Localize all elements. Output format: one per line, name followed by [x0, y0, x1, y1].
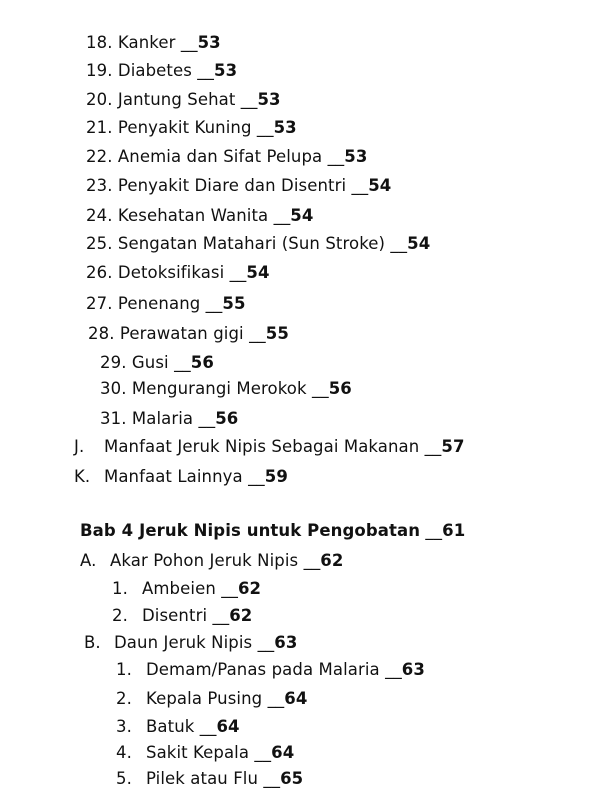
toc-section: K. Manfaat Lainnya __59 — [74, 467, 288, 486]
toc-item: 21. Penyakit Kuning __53 — [86, 118, 297, 137]
toc-subitem: 4. Sakit Kepala __64 — [116, 743, 295, 762]
toc-subitem: 1. Demam/Panas pada Malaria __63 — [116, 660, 425, 679]
toc-item: 28. Perawatan gigi __55 — [88, 324, 289, 343]
toc-subitem: 2. Disentri __62 — [112, 606, 253, 625]
toc-item: 20. Jantung Sehat __53 — [86, 90, 281, 109]
toc-subitem: 2. Kepala Pusing __64 — [116, 689, 308, 708]
toc-item: 19. Diabetes __53 — [86, 61, 238, 80]
toc-item: 26. Detoksifikasi __54 — [86, 263, 270, 282]
toc-subitem: 3. Batuk __64 — [116, 717, 240, 736]
toc-item: 18. Kanker __53 — [86, 33, 221, 52]
toc-item: 30. Mengurangi Merokok __56 — [100, 379, 352, 398]
chapter-heading: Bab 4 Jeruk Nipis untuk Pengobatan __61 — [80, 521, 466, 540]
toc-subitem: 5. Pilek atau Flu __65 — [116, 769, 304, 788]
toc-item: 24. Kesehatan Wanita __54 — [86, 206, 314, 225]
toc-item: 29. Gusi __56 — [100, 353, 214, 372]
toc-item: 31. Malaria __56 — [100, 409, 239, 428]
toc-item: 27. Penenang __55 — [86, 294, 246, 313]
toc-item: 22. Anemia dan Sifat Pelupa __53 — [86, 147, 368, 166]
toc-subitem: 1. Ambeien __62 — [112, 579, 262, 598]
toc-item: 25. Sengatan Matahari (Sun Stroke) __54 — [86, 234, 431, 253]
toc-item: 23. Penyakit Diare dan Disentri __54 — [86, 176, 392, 195]
toc-section: J. Manfaat Jeruk Nipis Sebagai Makanan __57 — [74, 437, 465, 456]
toc-subsection: B. Daun Jeruk Nipis __63 — [84, 633, 298, 652]
toc-subsection: A. Akar Pohon Jeruk Nipis __62 — [80, 551, 344, 570]
